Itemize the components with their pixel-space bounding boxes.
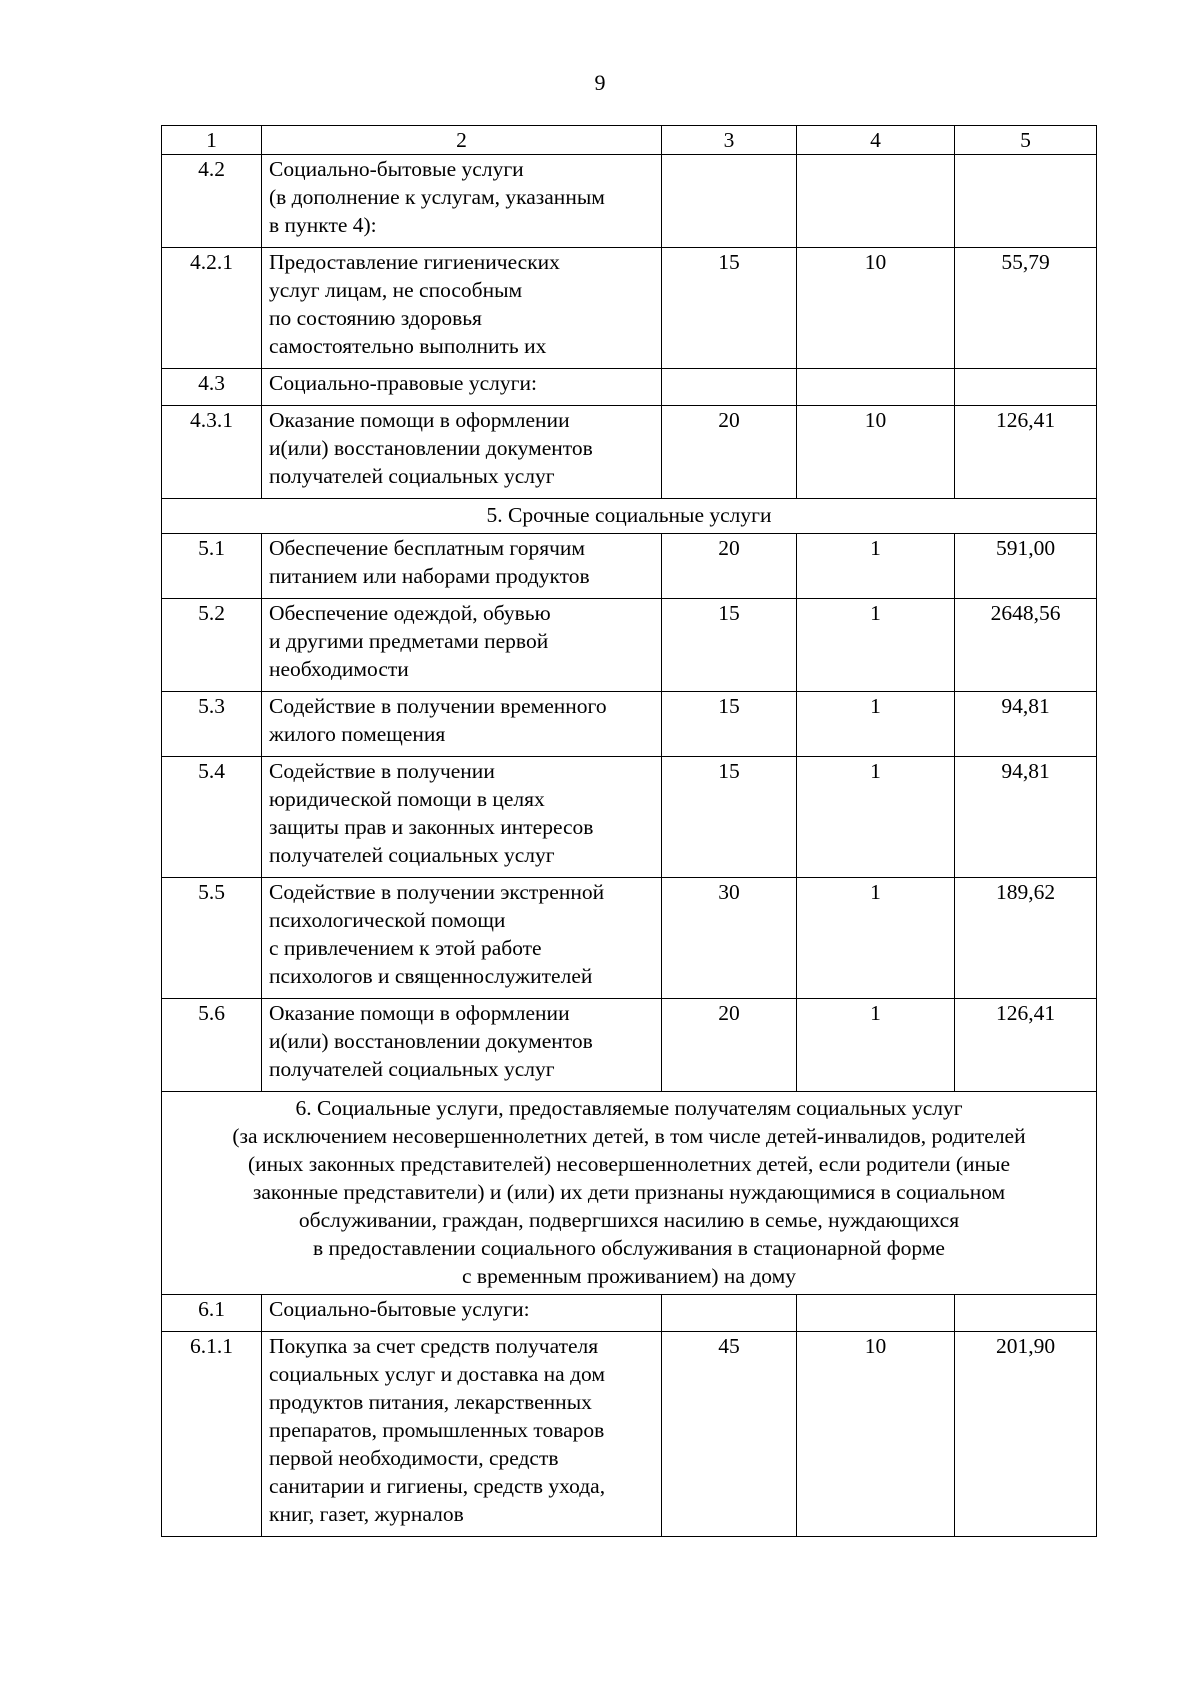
service-description-line: книг, газет, журналов [269, 1502, 464, 1526]
column-3-value: 30 [662, 878, 797, 999]
column-5-value: 2648,56 [955, 599, 1097, 692]
service-description [262, 369, 662, 406]
column-4-value [797, 1295, 955, 1332]
section-title [162, 1092, 1097, 1295]
column-4-value: 1 [797, 692, 955, 757]
item-number: 5.2 [162, 599, 262, 692]
column-4-value: 1 [797, 757, 955, 878]
column-5-value: 94,81 [955, 692, 1097, 757]
column-4-value: 10 [797, 248, 955, 369]
column-3-value: 15 [662, 692, 797, 757]
table-header-row [162, 126, 1097, 155]
header-cell: 1 [162, 126, 262, 155]
column-5-value: 126,41 [955, 406, 1097, 499]
service-description [262, 248, 662, 369]
service-description-line: питанием или наборами продуктов [269, 564, 590, 588]
service-description-line: и(или) восстановлении документов [269, 1029, 593, 1053]
table-row [162, 878, 1097, 999]
section-row [162, 499, 1097, 534]
service-description-line: и другими предметами первой [269, 629, 549, 653]
column-5-value: 126,41 [955, 999, 1097, 1092]
service-description-line: Содействие в получении экстренной [269, 880, 605, 904]
table-row [162, 692, 1097, 757]
section-title [162, 499, 1097, 534]
service-description-line: защиты прав и законных интересов [269, 815, 594, 839]
table-row [162, 599, 1097, 692]
table-row [162, 248, 1097, 369]
header-cell: 3 [662, 126, 797, 155]
table-row [162, 999, 1097, 1092]
section-title-line: (за исключением несовершеннолетних детей, в том числе детей-инвалидов, родителей [232, 1124, 1026, 1148]
service-description-line: психологической помощи [269, 908, 506, 932]
item-number: 6.1.1 [162, 1332, 262, 1537]
service-description-line: санитарии и гигиены, средств ухода, [269, 1474, 606, 1498]
column-4-value: 1 [797, 599, 955, 692]
service-description [262, 1332, 662, 1537]
table-row [162, 155, 1097, 248]
service-description-line: Обеспечение одеждой, обувью [269, 601, 551, 625]
section-title-line: 5. Срочные социальные услуги [486, 503, 772, 527]
service-description [262, 1295, 662, 1332]
item-number: 5.6 [162, 999, 262, 1092]
table-row [162, 1332, 1097, 1537]
item-number: 4.3 [162, 369, 262, 406]
column-5-value [955, 155, 1097, 248]
service-description [262, 534, 662, 599]
column-5-value: 55,79 [955, 248, 1097, 369]
service-description [262, 599, 662, 692]
column-4-value [797, 155, 955, 248]
service-description [262, 878, 662, 999]
column-4-value: 1 [797, 999, 955, 1092]
service-description-line: жилого помещения [269, 722, 446, 746]
header-cell: 5 [955, 126, 1097, 155]
column-5-value [955, 369, 1097, 406]
column-3-value: 15 [662, 757, 797, 878]
column-4-value: 10 [797, 1332, 955, 1537]
service-description-line: и(или) восстановлении документов [269, 436, 593, 460]
table-row [162, 1295, 1097, 1332]
item-number: 6.1 [162, 1295, 262, 1332]
service-description-line: получателей социальных услуг [269, 1057, 555, 1081]
service-description-line: получателей социальных услуг [269, 843, 555, 867]
service-description-line: психологов и священнослужителей [269, 964, 593, 988]
column-3-value: 15 [662, 248, 797, 369]
column-3-value: 20 [662, 999, 797, 1092]
service-description-line: услуг лицам, не способным [269, 278, 523, 302]
service-description [262, 692, 662, 757]
service-description-line: в пункте 4): [269, 213, 377, 237]
service-description-line: Социально-правовые услуги: [269, 371, 537, 395]
service-description-line: социальных услуг и доставка на дом [269, 1362, 605, 1386]
item-number: 5.4 [162, 757, 262, 878]
column-5-value [955, 1295, 1097, 1332]
column-4-value [797, 369, 955, 406]
table-row [162, 406, 1097, 499]
header-cell: 4 [797, 126, 955, 155]
service-description-line: с привлечением к этой работе [269, 936, 542, 960]
service-description-line: необходимости [269, 657, 409, 681]
service-description [262, 155, 662, 248]
item-number: 5.5 [162, 878, 262, 999]
column-3-value: 20 [662, 534, 797, 599]
column-3-value: 15 [662, 599, 797, 692]
section-title-line: законные представители) и (или) их дети признаны нуждающимися в социальном [252, 1180, 1006, 1204]
table-row [162, 757, 1097, 878]
service-description-line: самостоятельно выполнить их [269, 334, 547, 358]
item-number: 5.3 [162, 692, 262, 757]
service-description-line: препаратов, промышленных товаров [269, 1418, 605, 1442]
service-description-line: Содействие в получении временного [269, 694, 607, 718]
service-description-line: Обеспечение бесплатным горячим [269, 536, 586, 560]
service-description-line: Предоставление гигиенических [269, 250, 560, 274]
service-description-line: Социально-бытовые услуги: [269, 1297, 530, 1321]
service-description-line: по состоянию здоровья [269, 306, 482, 330]
column-3-value [662, 369, 797, 406]
service-description-line: Оказание помощи в оформлении [269, 408, 570, 432]
service-description [262, 406, 662, 499]
item-number: 4.3.1 [162, 406, 262, 499]
service-description-line: Социально-бытовые услуги [269, 157, 524, 181]
services-table [161, 125, 1097, 1537]
section-title-line: (иных законных представителей) несовершеннолетних детей, если родители (иные [247, 1152, 1011, 1176]
service-description-line: юридической помощи в целях [269, 787, 545, 811]
item-number: 4.2.1 [162, 248, 262, 369]
table-row [162, 534, 1097, 599]
section-title-line: 6. Социальные услуги, предоставляемые получателям социальных услуг [295, 1096, 963, 1120]
column-4-value: 1 [797, 534, 955, 599]
column-5-value: 94,81 [955, 757, 1097, 878]
column-3-value [662, 155, 797, 248]
column-3-value: 45 [662, 1332, 797, 1537]
column-5-value: 591,00 [955, 534, 1097, 599]
header-cell: 2 [262, 126, 662, 155]
section-title-line: с временным проживанием) на дому [462, 1264, 796, 1288]
item-number: 5.1 [162, 534, 262, 599]
section-title-line: обслуживании, граждан, подвергшихся насилию в семье, нуждающихся [298, 1208, 960, 1232]
section-row [162, 1092, 1097, 1295]
section-title-line: в предоставлении социального обслуживания в стационарной форме [313, 1236, 945, 1260]
service-description-line: Содействие в получении [269, 759, 495, 783]
column-4-value: 10 [797, 406, 955, 499]
service-description [262, 999, 662, 1092]
service-description [262, 757, 662, 878]
column-5-value: 189,62 [955, 878, 1097, 999]
table-body [162, 126, 1097, 1537]
service-description-line: получателей социальных услуг [269, 464, 555, 488]
service-description-line: (в дополнение к услугам, указанным [269, 185, 605, 209]
table-row [162, 369, 1097, 406]
service-description-line: продуктов питания, лекарственных [269, 1390, 592, 1414]
service-description-line: первой необходимости, средств [269, 1446, 559, 1470]
page-number: 9 [594, 70, 606, 95]
service-description-line: Покупка за счет средств получателя [269, 1334, 599, 1358]
column-5-value: 201,90 [955, 1332, 1097, 1537]
column-3-value [662, 1295, 797, 1332]
column-4-value: 1 [797, 878, 955, 999]
column-3-value: 20 [662, 406, 797, 499]
service-description-line: Оказание помощи в оформлении [269, 1001, 570, 1025]
item-number: 4.2 [162, 155, 262, 248]
